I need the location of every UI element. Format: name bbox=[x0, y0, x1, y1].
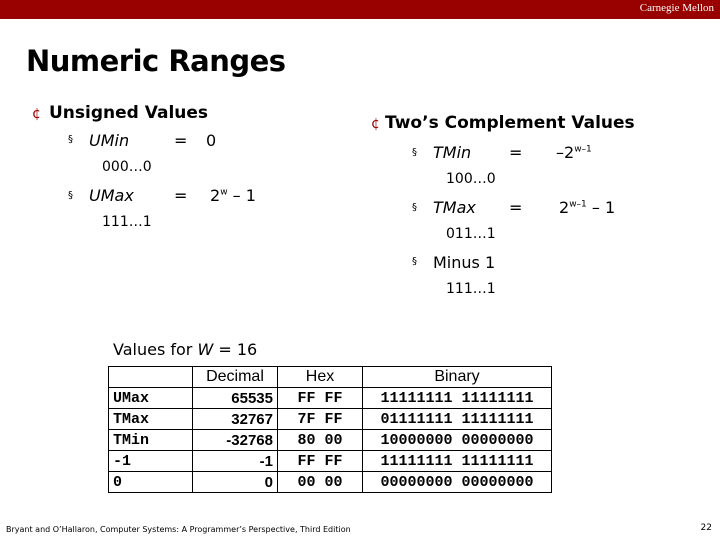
circle-bullet-icon: ¢ bbox=[371, 116, 380, 132]
tmax-formula: 2$^{w-1}$ – 1 bbox=[559, 198, 616, 217]
tmin-equals: = bbox=[509, 143, 523, 162]
square-bullet-icon: § bbox=[412, 256, 417, 267]
umax-bits: 111…1 bbox=[102, 214, 152, 230]
binary-cell: 10000000 00000000 bbox=[363, 430, 552, 451]
hex-cell: 80 00 bbox=[278, 430, 363, 451]
header-cell: Hex bbox=[278, 367, 363, 388]
circle-bullet-icon: ¢ bbox=[32, 106, 41, 122]
hex-cell: 00 00 bbox=[278, 472, 363, 493]
decimal-cell: 65535 bbox=[193, 388, 278, 409]
table-header-row bbox=[109, 367, 552, 388]
values-caption: Values for W = 16 bbox=[113, 340, 258, 359]
footer-citation: Bryant and O’Hallaron, Computer Systems: A Programmer’s Perspective, Third Edition bbox=[6, 525, 351, 534]
minus1-bits: 111…1 bbox=[446, 281, 496, 297]
slide-title: Numeric Ranges bbox=[26, 44, 286, 78]
row-name: UMax bbox=[109, 388, 193, 409]
minus1-label: Minus 1 bbox=[433, 253, 496, 272]
binary-cell: 00000000 00000000 bbox=[363, 472, 552, 493]
table-row bbox=[109, 388, 552, 409]
table-row bbox=[109, 451, 552, 472]
umin-equals: = bbox=[174, 131, 188, 150]
decimal-cell: 32767 bbox=[193, 409, 278, 430]
header-bar bbox=[0, 0, 720, 19]
page-number: 22 bbox=[700, 523, 712, 533]
table-row bbox=[109, 472, 552, 493]
binary-cell: 11111111 11111111 bbox=[363, 451, 552, 472]
table-row bbox=[109, 409, 552, 430]
row-name: -1 bbox=[109, 451, 193, 472]
header-cell: Binary bbox=[363, 367, 552, 388]
row-name: 0 bbox=[109, 472, 193, 493]
umin-bits: 000…0 bbox=[102, 159, 152, 175]
umin-label: UMin bbox=[89, 131, 130, 150]
square-bullet-icon: § bbox=[68, 190, 73, 201]
binary-cell: 01111111 11111111 bbox=[363, 409, 552, 430]
tmin-formula: –2$^{w-1}$ bbox=[556, 143, 592, 162]
umin-value: 0 bbox=[206, 131, 217, 150]
twos-heading: Two’s Complement Values bbox=[385, 113, 635, 133]
square-bullet-icon: § bbox=[68, 134, 73, 145]
tmax-label: TMax bbox=[433, 198, 476, 217]
umax-equals: = bbox=[174, 186, 188, 205]
square-bullet-icon: § bbox=[412, 202, 417, 213]
tmin-label: TMin bbox=[433, 143, 472, 162]
hex-cell: 7F FF bbox=[278, 409, 363, 430]
hex-cell: FF FF bbox=[278, 451, 363, 472]
header-cell bbox=[109, 367, 193, 388]
binary-cell: 11111111 11111111 bbox=[363, 388, 552, 409]
hex-cell: FF FF bbox=[278, 388, 363, 409]
brand-label: Carnegie Mellon bbox=[639, 2, 714, 14]
decimal-cell: 0 bbox=[193, 472, 278, 493]
decimal-cell: -32768 bbox=[193, 430, 278, 451]
row-name: TMin bbox=[109, 430, 193, 451]
ranges-table bbox=[108, 366, 552, 493]
row-name: TMax bbox=[109, 409, 193, 430]
decimal-cell: -1 bbox=[193, 451, 278, 472]
tmax-equals: = bbox=[509, 198, 523, 217]
umax-label: UMax bbox=[89, 186, 134, 205]
tmax-bits: 011…1 bbox=[446, 226, 496, 242]
header-cell: Decimal bbox=[193, 367, 278, 388]
table-row bbox=[109, 430, 552, 451]
tmin-bits: 100…0 bbox=[446, 171, 496, 187]
unsigned-heading: Unsigned Values bbox=[49, 103, 209, 123]
square-bullet-icon: § bbox=[412, 147, 417, 158]
umax-formula: 2$^w$ – 1 bbox=[210, 186, 256, 205]
